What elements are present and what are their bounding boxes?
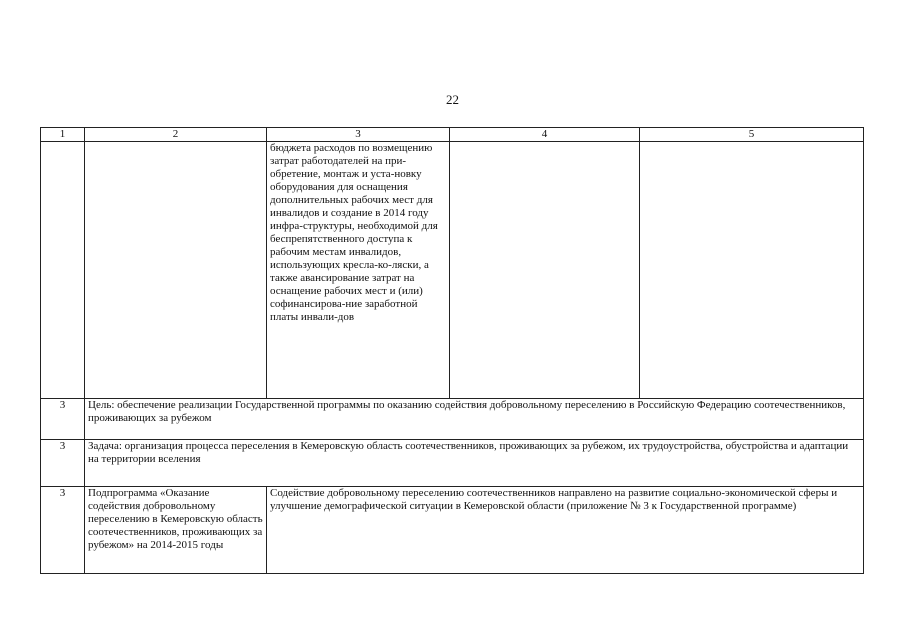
goal-text: Цель: обеспечение реализации Государственной программы по оказанию содействия добровольному переселению в Российскую Федерацию соотечественников, проживающих за рубежом <box>85 399 864 440</box>
continuation-cell-2 <box>85 142 267 399</box>
continuation-row <box>41 142 864 399</box>
goal-row <box>41 399 864 440</box>
header-row <box>41 128 864 142</box>
subprogram-description: Содействие добровольному переселению соотечественников направлено на развитие социально-экономической сферы и улучшение демографической ситуации в Кемеровской области (приложение № 3 к Государственной программе) <box>267 487 864 574</box>
subprogram-row <box>41 487 864 574</box>
subprogram-row-number: 3 <box>41 487 85 574</box>
task-row-number: 3 <box>41 440 85 487</box>
continuation-cell-4 <box>450 142 640 399</box>
subprogram-name: Подпрограмма «Оказание содействия добровольному переселению в Кемеровскую область соотечественников, проживающих за рубежом» на 2014-2015 годы <box>85 487 267 574</box>
header-col-3: 3 <box>267 128 450 142</box>
goal-row-number: 3 <box>41 399 85 440</box>
header-col-2: 2 <box>85 128 267 142</box>
program-table <box>40 127 864 574</box>
task-text: Задача: организация процесса переселения в Кемеровскую область соотечественников, проживающих за рубежом, их трудоустройства, обустройства и адаптации на территории вселения <box>85 440 864 487</box>
continuation-cell-1 <box>41 142 85 399</box>
task-row <box>41 440 864 487</box>
page-number: 22 <box>446 92 459 107</box>
continuation-cell-3: бюджета расходов по возмещению затрат работодателей на при-обретение, монтаж и уста-новку оборудования для оснащения дополнительных рабочих мест для инвалидов и создание в 2014 году инфра-структуры, необходимой для беспрепятственного доступа к рабочим местам инвалидов, использующих кресла-ко-ляски, а также авансирование затрат на оснащение рабочих мест и (или) софинансирова-ние заработной платы инвали-дов <box>267 142 450 399</box>
header-col-1: 1 <box>41 128 85 142</box>
header-col-5: 5 <box>640 128 864 142</box>
continuation-cell-5 <box>640 142 864 399</box>
header-col-4: 4 <box>450 128 640 142</box>
